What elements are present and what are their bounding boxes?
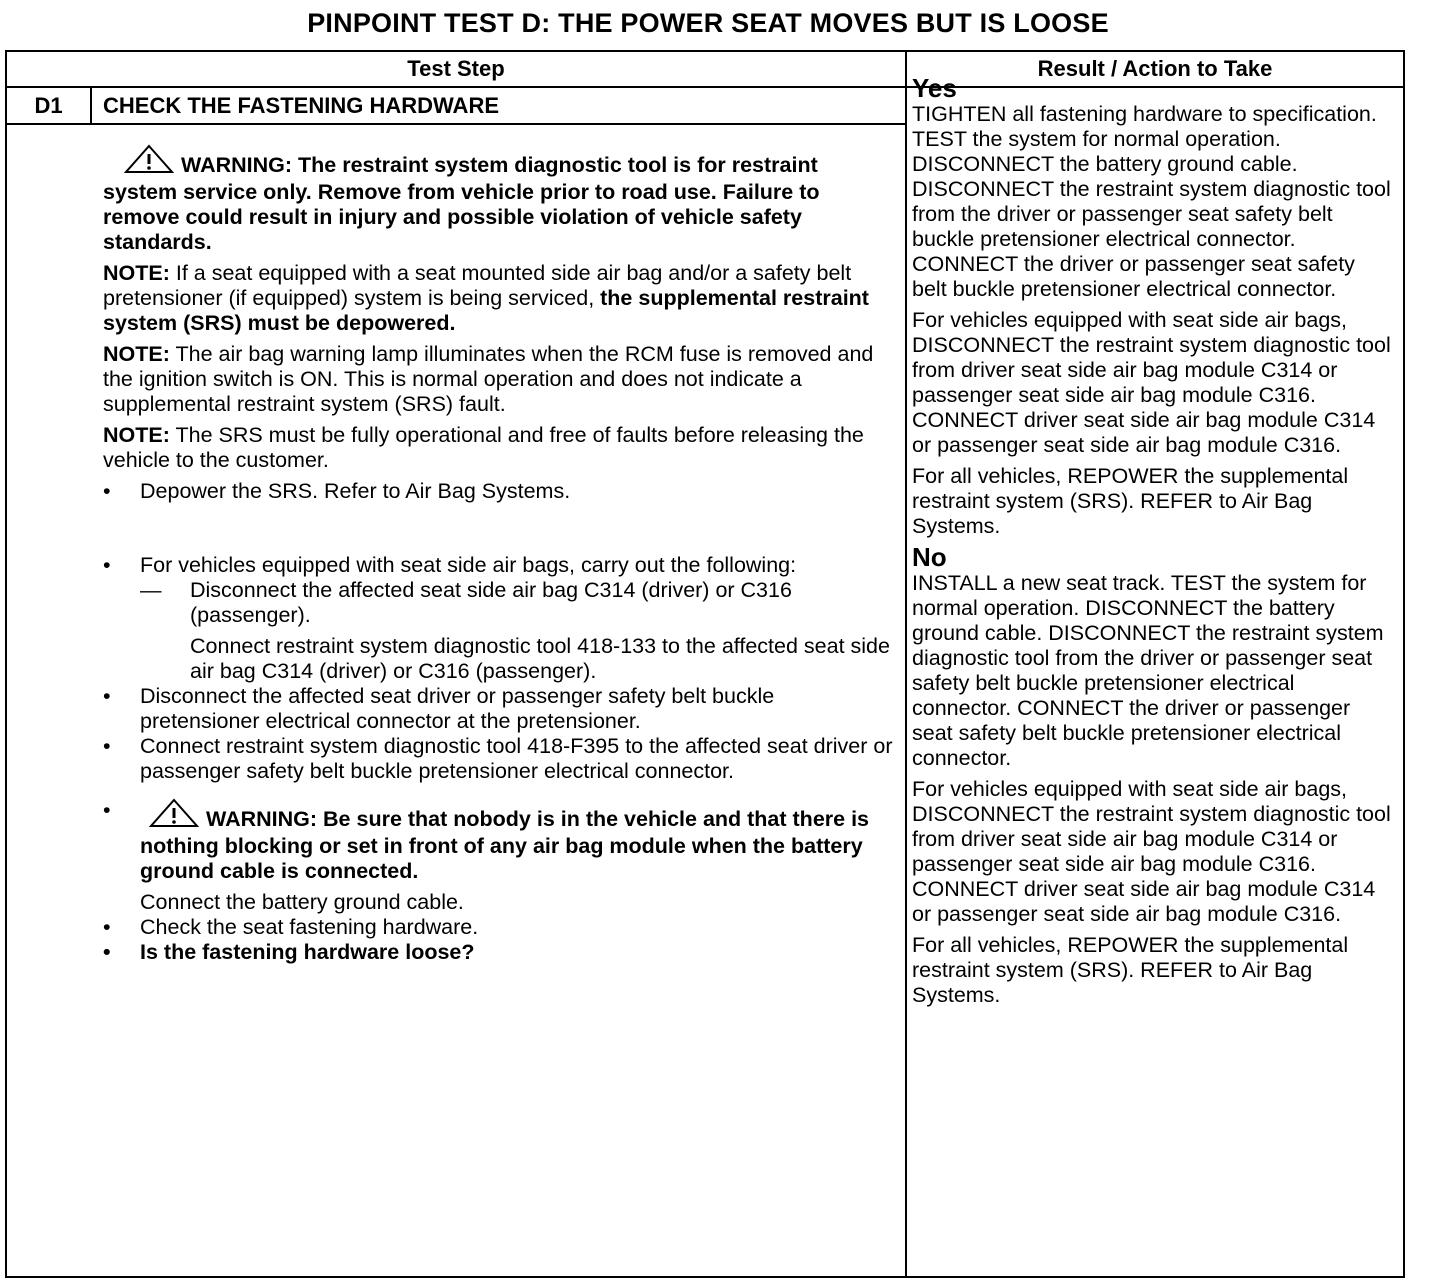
list-item-warning: [103, 798, 893, 884]
list-item-text: Disconnect the affected seat driver or passenger safety belt buckle pretensioner electrical connector at the pretensioner.: [140, 684, 775, 733]
list-item-text: Connect restraint system diagnostic tool 418-F395 to the affected seat driver or passenger safety belt buckle pretensioner electrical connector.: [140, 734, 893, 783]
sub-list-item: [103, 578, 893, 628]
bullet-marker: •: [103, 798, 111, 822]
step-id: D1: [34, 93, 63, 118]
list-item: [103, 734, 893, 784]
warning-triangle-icon: [148, 798, 200, 834]
bullet-marker: •: [103, 734, 111, 758]
list-item-question: [103, 940, 893, 965]
bullet-marker: •: [103, 479, 111, 503]
result-action-column: [912, 74, 1392, 1008]
yes-action-text: TIGHTEN all fastening hardware to specification. TEST the system for normal operation. DISCONNECT the battery ground cable. DISCONNECT the restraint system diagnostic tool from the driver or passenger seat safety belt buckle pretensioner electrical connector. CONNECT the driver or passenger seat safety belt buckle pretensioner electrical connector.: [912, 102, 1391, 301]
bullet-marker: •: [103, 940, 111, 964]
note-text: The SRS must be fully operational and free of faults before releasing the vehicle to the customer.: [103, 423, 864, 472]
sub-list-continuation: Connect restraint system diagnostic tool 418-133 to the affected seat side air bag C314 (driver) or C316 (passenger).: [190, 634, 890, 683]
list-item-text: Check the seat fastening hardware.: [140, 915, 479, 939]
list-item: [103, 553, 893, 578]
page-title: PINPOINT TEST D: THE POWER SEAT MOVES BUT IS LOOSE: [307, 8, 1109, 38]
header-result-action: Result / Action to Take: [1037, 56, 1273, 81]
bullet-marker: •: [103, 553, 111, 577]
header-test-step: Test Step: [407, 56, 505, 81]
warning-restraint-tool: [103, 144, 893, 255]
yes-action-text: For vehicles equipped with seat side air bags, DISCONNECT the restraint system diagnostic tool from driver seat side air bag module C314 or passenger seat side air bag module C316. CONNECT driver seat side air bag module C314 or passenger seat side air bag module C316.: [912, 308, 1391, 457]
list-item-continuation: Connect the battery ground cable.: [140, 890, 464, 914]
yes-action-text: For all vehicles, REPOWER the supplemental restraint system (SRS). REFER to Air Bag Systems.: [912, 464, 1349, 538]
step-id-divider: [90, 88, 92, 124]
note-warning-lamp: [103, 342, 893, 417]
list-item-text: Is the fastening hardware loose?: [140, 940, 475, 964]
note-emphasis: the supplemental restraint system (SRS) must be depowered.: [103, 286, 869, 335]
list-item-text: For vehicles equipped with seat side air bags, carry out the following:: [140, 553, 797, 577]
bullet-marker: •: [103, 684, 111, 708]
list-item-text: Depower the SRS. Refer to Air Bag Systems.: [140, 479, 571, 503]
no-action-text: For vehicles equipped with seat side air bags, DISCONNECT the restraint system diagnostic tool from driver seat side air bag module C314 or passenger seat side air bag module C316. CONNECT driver seat side air bag module C314 or passenger seat side air bag module C316.: [912, 777, 1391, 926]
note-text: The air bag warning lamp illuminates when the RCM fuse is removed and the ignition switch is ON. This is normal operation and does not indicate a supplemental restraint system (SRS) fault.: [103, 342, 874, 416]
step-body: [103, 144, 893, 965]
yes-label: Yes: [912, 73, 957, 103]
column-divider: [905, 52, 907, 1276]
warning-text: WARNING: The restraint system diagnostic tool is for restraint system service only. Remove from vehicle prior to road use. Failure to remove could result in injury and possible violation of vehicle safety standards.: [103, 153, 820, 254]
no-action-text: INSTALL a new seat track. TEST the system for normal operation. DISCONNECT the battery ground cable. DISCONNECT the restraint system diagnostic tool from the driver or passenger seat safety belt buckle pretensioner electrical connector. CONNECT the driver or passenger seat safety belt buckle pretensioner electrical connector.: [912, 571, 1384, 770]
note-label: NOTE:: [103, 423, 170, 447]
bullet-marker: •: [103, 915, 111, 939]
note-label: NOTE:: [103, 342, 170, 366]
warning-triangle-icon: [113, 144, 175, 180]
dash-marker: —: [140, 578, 162, 602]
step-title: CHECK THE FASTENING HARDWARE: [103, 93, 500, 118]
no-label: No: [912, 542, 947, 572]
sub-list-item-text: Disconnect the affected seat side air bag C314 (driver) or C316 (passenger).: [190, 578, 792, 627]
note-label: NOTE:: [103, 261, 170, 285]
no-action-text: For all vehicles, REPOWER the supplemental restraint system (SRS). REFER to Air Bag Systems.: [912, 933, 1349, 1007]
note-srs-operational: [103, 423, 893, 473]
list-item: [103, 479, 893, 504]
note-text: If a seat equipped with a seat mounted side air bag and/or a safety belt pretensioner (if equipped) system is being serviced,: [103, 261, 852, 310]
warning-text: WARNING: Be sure that nobody is in the vehicle and that there is nothing blocking or set in front of any air bag module when the battery ground cable is connected.: [140, 807, 869, 883]
list-item: [103, 915, 893, 940]
list-item: [103, 684, 893, 734]
note-depower: [103, 261, 893, 336]
step-title-divider: [7, 123, 905, 125]
